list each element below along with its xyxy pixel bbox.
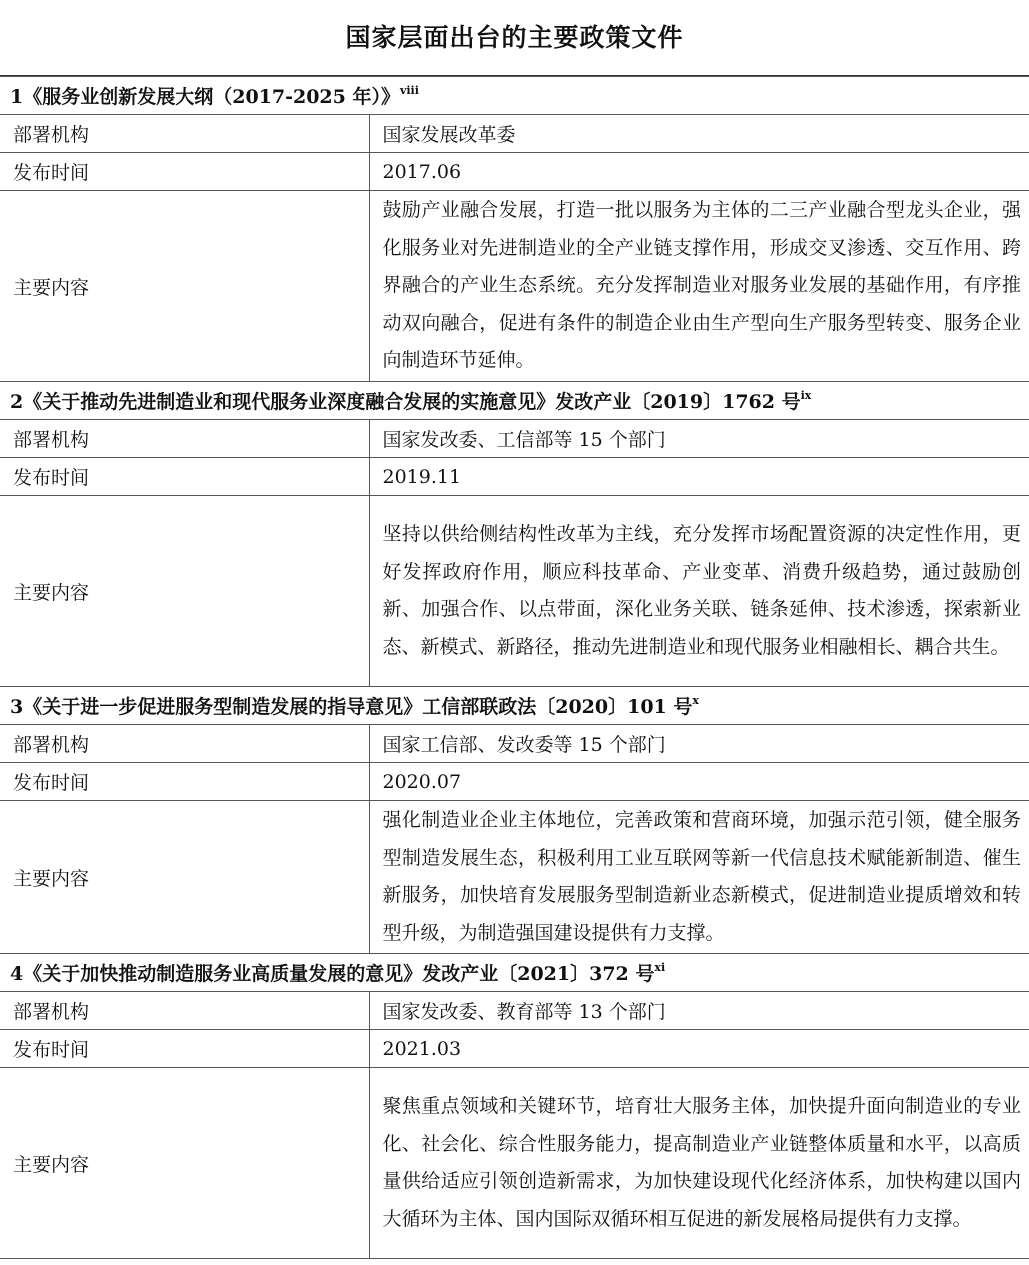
section-title: 3《关于进一步促进服务型制造发展的指导意见》工信部联政法〔2020〕101 号 [10, 696, 693, 718]
content-label: 主要内容 [0, 1068, 369, 1259]
date-label: 发布时间 [0, 763, 369, 801]
content-value: 鼓励产业融合发展，打造一批以服务为主体的二三产业融合型龙头企业，强化服务业对先进制造业的全产业链支撑作用，形成交叉渗透、交互作用、跨界融合的产业生态系统。充分发挥制造业对服务业发展的基础作用，有序推动双向融合，促进有条件的制造企业由生产型向生产服务型转变、服务企业向制造环节延伸。 [369, 191, 1029, 382]
section-heading [0, 954, 1029, 992]
date-label: 发布时间 [0, 458, 369, 496]
footnote-ref: x [692, 693, 699, 707]
date-label: 发布时间 [0, 1030, 369, 1068]
date-value: 2020.07 [369, 763, 1029, 801]
agency-label: 部署机构 [0, 115, 369, 153]
footnote-ref: xi [654, 960, 666, 974]
content-row [0, 496, 1029, 687]
section-header-4 [0, 954, 1029, 992]
date-row [0, 763, 1029, 801]
agency-value: 国家发展改革委 [369, 115, 1029, 153]
date-row [0, 458, 1029, 496]
section-header-2 [0, 382, 1029, 420]
date-row [0, 1030, 1029, 1068]
content-value: 聚焦重点领域和关键环节，培育壮大服务主体，加快提升面向制造业的专业化、社会化、综合性服务能力，提高制造业产业链整体质量和水平，以高质量供给适应引领创造新需求，为加快建设现代化经济体系，加快构建以国内大循环为主体、国内国际双循环相互促进的新发展格局提供有力支撑。 [369, 1068, 1029, 1259]
section-heading [0, 382, 1029, 420]
footnote-ref: viii [399, 83, 419, 97]
section-heading [0, 77, 1029, 115]
date-row [0, 153, 1029, 191]
date-value: 2019.11 [369, 458, 1029, 496]
policy-table [0, 76, 1029, 1259]
section-title: 4《关于加快推动制造服务业高质量发展的意见》发改产业〔2021〕372 号 [10, 963, 655, 985]
agency-value: 国家工信部、发改委等 15 个部门 [369, 725, 1029, 763]
agency-row [0, 420, 1029, 458]
content-label: 主要内容 [0, 801, 369, 954]
date-label: 发布时间 [0, 153, 369, 191]
agency-row [0, 115, 1029, 153]
content-value: 坚持以供给侧结构性改革为主线，充分发挥市场配置资源的决定性作用，更好发挥政府作用，顺应科技革命、产业变革、消费升级趋势，通过鼓励创新、加强合作、以点带面，深化业务关联、链条延伸、技术渗透，探索新业态、新模式、新路径，推动先进制造业和现代服务业相融相长、耦合共生。 [369, 496, 1029, 687]
date-value: 2017.06 [369, 153, 1029, 191]
agency-label: 部署机构 [0, 992, 369, 1030]
section-header-1 [0, 77, 1029, 115]
section-heading [0, 687, 1029, 725]
content-label: 主要内容 [0, 191, 369, 382]
content-row [0, 1068, 1029, 1259]
section-header-3 [0, 687, 1029, 725]
page-title: 国家层面出台的主要政策文件 [0, 0, 1029, 76]
footnote-ref: ix [800, 388, 812, 402]
agency-row [0, 992, 1029, 1030]
content-value: 强化制造业企业主体地位，完善政策和营商环境，加强示范引领，健全服务型制造发展生态，积极利用工业互联网等新一代信息技术赋能新制造、催生新服务，加快培育发展服务型制造新业态新模式，促进制造业提质增效和转型升级，为制造强国建设提供有力支撑。 [369, 801, 1029, 954]
content-label: 主要内容 [0, 496, 369, 687]
agency-label: 部署机构 [0, 420, 369, 458]
agency-row [0, 725, 1029, 763]
section-title: 1《服务业创新发展大纲（2017-2025 年）》 [10, 86, 400, 108]
content-row [0, 191, 1029, 382]
content-row [0, 801, 1029, 954]
date-value: 2021.03 [369, 1030, 1029, 1068]
section-title: 2《关于推动先进制造业和现代服务业深度融合发展的实施意见》发改产业〔2019〕1762 号 [10, 391, 801, 413]
agency-value: 国家发改委、工信部等 15 个部门 [369, 420, 1029, 458]
agency-value: 国家发改委、教育部等 13 个部门 [369, 992, 1029, 1030]
agency-label: 部署机构 [0, 725, 369, 763]
